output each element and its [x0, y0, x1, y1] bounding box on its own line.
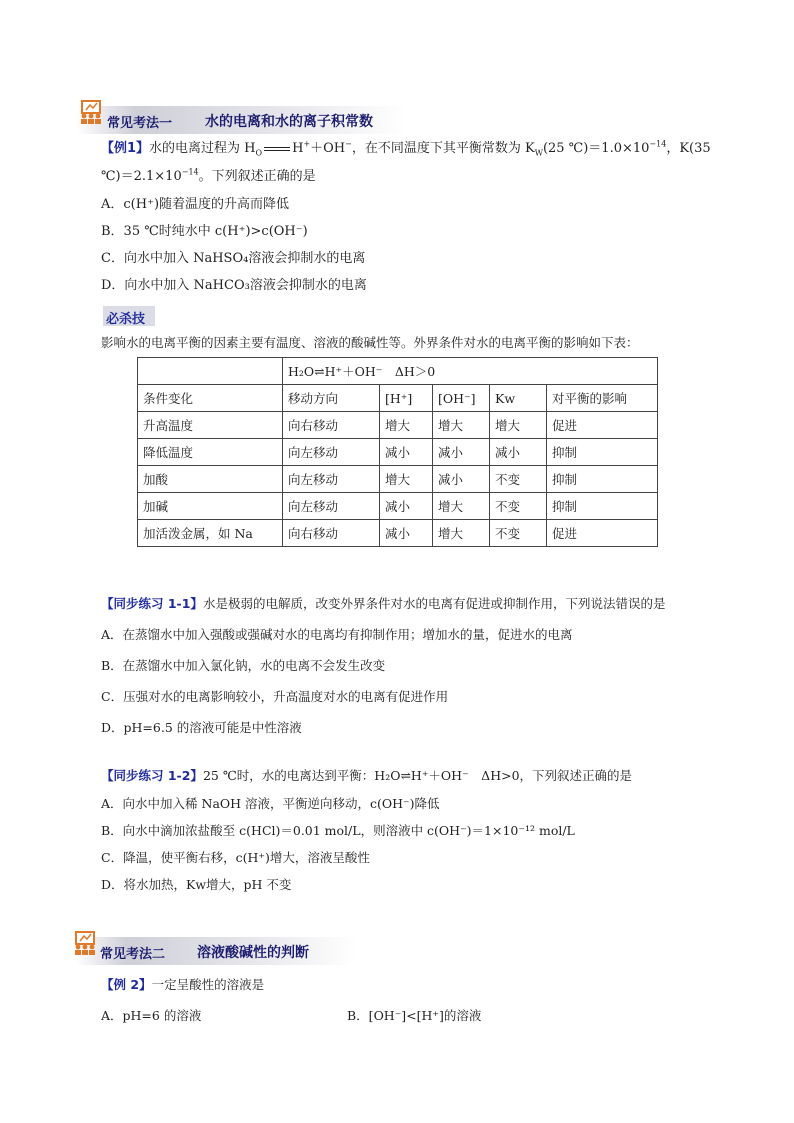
table-row: 降低温度 向左移动 减小 减小 减小 抑制 — [138, 439, 658, 466]
example-1-option-c: C．向水中加入 NaHSO₄溶液会抑制水的电离 — [101, 251, 366, 266]
table-row: 加酸 向左移动 增大 减小 不变 抑制 — [138, 466, 658, 493]
practice-1-1-stem: 【同步练习 1-1】水是极弱的电解质，改变外界条件对水的电离有促进或抑制作用，下列说法错误的是 — [101, 596, 666, 611]
example-2-tag: 【例 2】 — [101, 977, 152, 992]
table-header-cell: 条件变化 — [138, 385, 283, 412]
tip-label: 必杀技 — [106, 312, 146, 327]
equilibrium-arrow-icon — [264, 147, 290, 151]
teacher-icon — [72, 931, 98, 955]
tip-intro: 影响水的电离平衡的因素主要有温度、溶液的酸碱性等。外界条件对水的电离平衡的影响如下表： — [101, 335, 639, 350]
table-row: 加活泼金属，如 Na 向右移动 减小 增大 不变 促进 — [138, 520, 658, 547]
section-title-2: 溶液酸碱性的判断 — [197, 945, 309, 961]
table-row: 升高温度 向右移动 增大 增大 增大 促进 — [138, 412, 658, 439]
practice-1-2-option-b: B．向水中滴加浓盐酸至 c(HCl)＝0.01 mol/L，则溶液中 c(OH⁻)＝1×10⁻¹² mol/L — [101, 823, 575, 838]
table-header-cell: 移动方向 — [283, 385, 380, 412]
table-row: 加碱 向左移动 减小 增大 不变 抑制 — [138, 493, 658, 520]
section-label-2: 常见考法二 — [100, 947, 166, 962]
example-1-option-d: D．向水中加入 NaHCO₃溶液会抑制水的电离 — [101, 278, 367, 293]
practice-1-1-option-c: C．压强对水的电离影响较小，升高温度对水的电离有促进作用 — [101, 689, 449, 704]
practice-1-1-option-b: B．在蒸馏水中加入氯化钠，水的电离不会发生改变 — [101, 658, 386, 673]
water-ionization-table — [137, 357, 658, 547]
example-2-option-a: A．pH=6 的溶液 — [101, 1008, 202, 1023]
table-title-row — [138, 358, 658, 385]
practice-1-2-option-c: C．降温，使平衡右移，c(H⁺)增大，溶液呈酸性 — [101, 850, 370, 865]
example-2-stem: 【例 2】一定呈酸性的溶液是 — [101, 977, 265, 992]
table-header-cell: 对平衡的影响 — [547, 385, 658, 412]
practice-1-2-option-a: A．向水中加入稀 NaOH 溶液，平衡逆向移动，c(OH⁻)降低 — [101, 796, 440, 811]
example-1-line-2: $℃)=2.1\times 10^{-14}$。下列叙述正确的是 — [101, 167, 316, 184]
example-1-line-1: 【例1】水的电离过程为 $H_O$ H+＋OH−，在不同温度下其平衡常数为 $K_W(25$ $℃)=1.0\times 10^{-14}$，K(35 — [101, 139, 711, 158]
table-header-cell: Kw — [490, 385, 547, 412]
practice-1-2-option-d: D．将水加热，Kw增大，pH 不变 — [101, 877, 292, 892]
teacher-icon — [78, 100, 104, 124]
practice-1-2-stem: 【同步练习 1-2】25 ℃时，水的电离达到平衡：H₂O⇌H⁺＋OH⁻ ΔH>0，下列叙述正确的是 — [101, 768, 633, 783]
example-1-tag: 【例1】 — [101, 141, 150, 156]
practice-1-1-option-a: A．在蒸馏水中加入强酸或强碱对水的电离均有抑制作用；增加水的量，促进水的电离 — [101, 627, 573, 642]
practice-1-1-tag: 【同步练习 1-1】 — [101, 596, 203, 611]
example-1-option-a: A．c(H⁺)随着温度的升高而降低 — [101, 197, 290, 212]
table-title-cell: H₂O⇌H⁺＋OH⁻ ΔH＞0 — [283, 358, 658, 385]
section-title-1: 水的电离和水的离子积常数 — [205, 114, 373, 130]
practice-1-1-option-d: D．pH=6.5 的溶液可能是中性溶液 — [101, 720, 302, 735]
example-2-option-b: B．[OH⁻]<[H⁺]的溶液 — [347, 1008, 482, 1023]
practice-1-2-tag: 【同步练习 1-2】 — [101, 768, 203, 783]
table-header-cell: [OH⁻] — [433, 385, 490, 412]
section-label-1: 常见考法一 — [107, 116, 173, 131]
table-header-cell: [H⁺] — [380, 385, 433, 412]
table-header-row — [138, 385, 658, 412]
example-1-option-b: B．35 ℃时纯水中 c(H⁺)>c(OH⁻) — [101, 224, 308, 239]
